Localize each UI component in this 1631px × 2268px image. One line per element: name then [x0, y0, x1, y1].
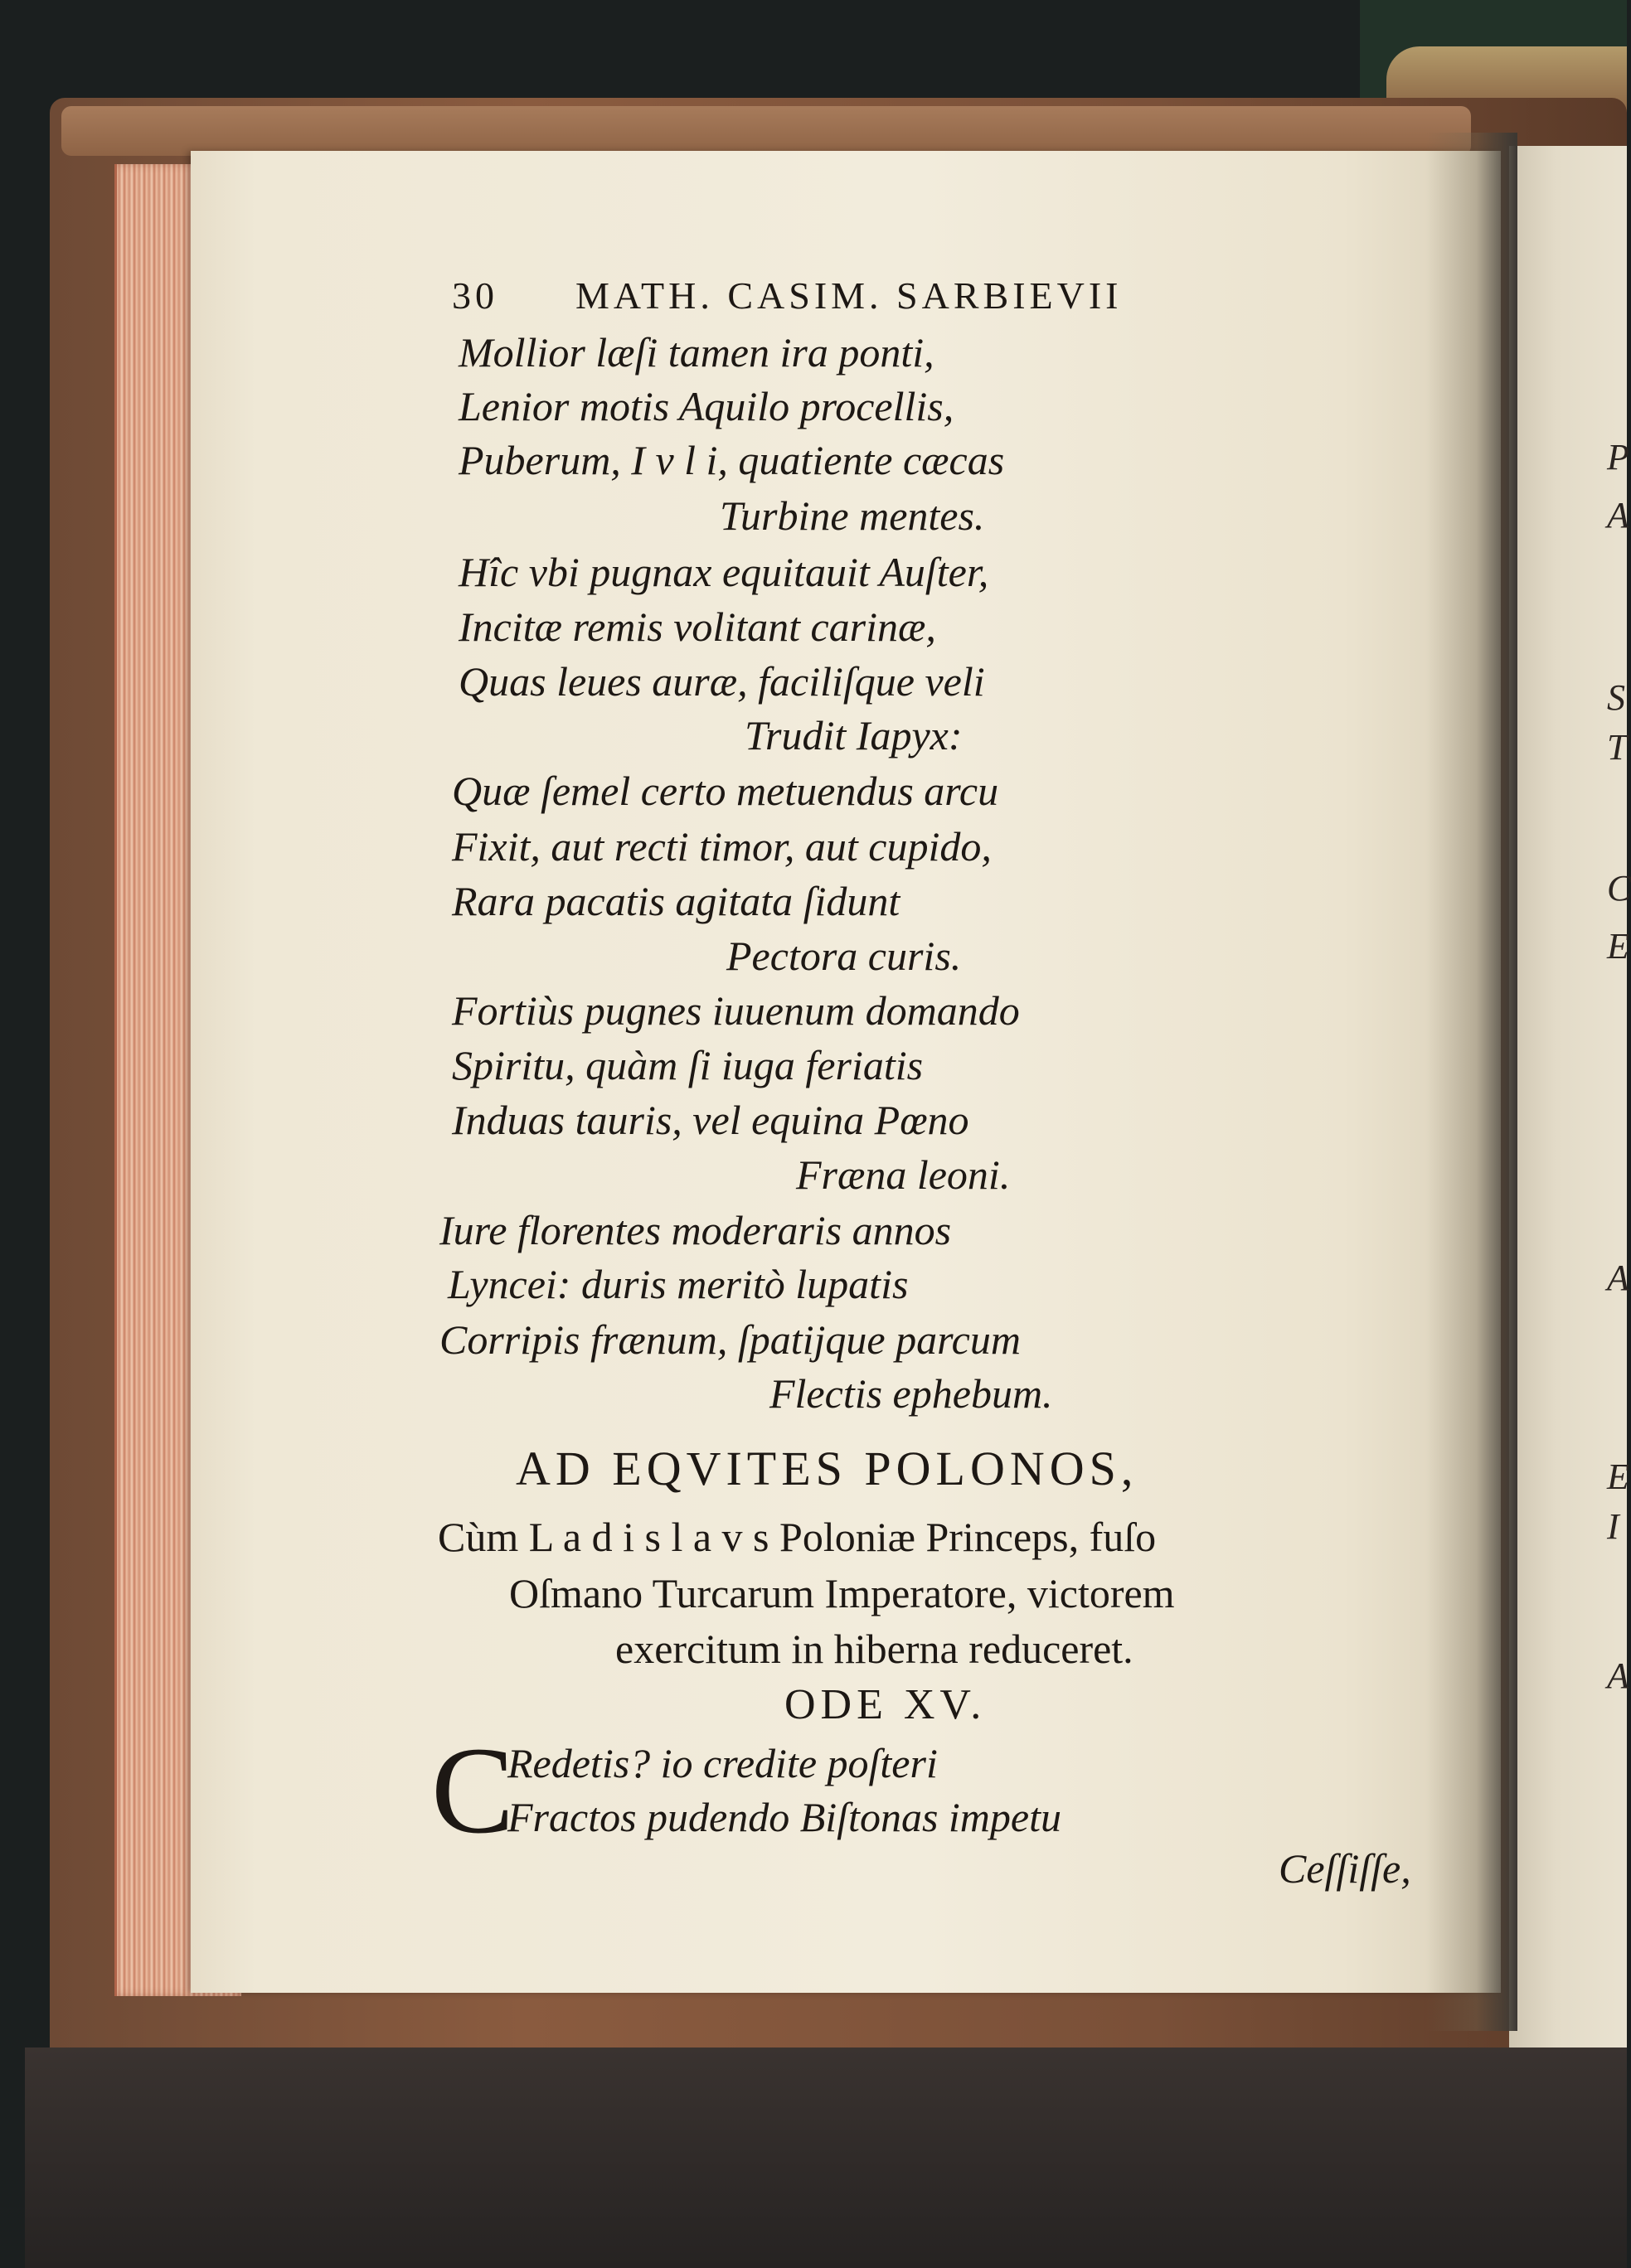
verse-line: Quæ ſemel certo metuendus arcu	[452, 768, 999, 814]
verse-line: Pectora curis.	[726, 933, 962, 979]
verse-line: Rara pacatis agitata ſidunt	[452, 878, 900, 924]
verse-line: Lenior motis Aquilo procellis,	[459, 383, 954, 429]
verse-line: Incitæ remis volitant carinæ,	[459, 603, 936, 650]
verse-line: Puberum, I v l i, quatiente cæcas	[459, 437, 1005, 483]
ode-subtitle-line: exercitum in hiberna reduceret.	[615, 1626, 1133, 1672]
verse-line: Trudit Iapyx:	[745, 712, 963, 758]
verse-line: Fræna leoni.	[796, 1151, 1011, 1198]
facing-fragment: C	[1607, 868, 1631, 909]
facing-fragment: A	[1607, 1258, 1629, 1298]
page-gutter-shadow	[1426, 133, 1517, 2031]
facing-fragment: P	[1607, 437, 1629, 477]
facing-fragment: S	[1607, 677, 1625, 718]
facing-fragment: A	[1607, 495, 1629, 536]
verse-line: Mollior læſi tamen ira ponti,	[459, 329, 934, 376]
drop-cap: C	[431, 1722, 515, 1859]
verse-line: Turbine mentes.	[720, 492, 985, 539]
page-number: 30	[452, 274, 498, 317]
verse-line: Induas tauris, vel equina Pœno	[452, 1097, 969, 1143]
verse-line: Iure florentes moderaris annos	[439, 1207, 952, 1253]
running-header	[452, 274, 1122, 317]
verse-line: Redetis? io credite poſteri	[507, 1740, 938, 1786]
cover-top-edge	[61, 106, 1471, 156]
desk-surface	[25, 2048, 1627, 2268]
verse-line: Hîc vbi pugnax equitauit Auſter,	[459, 549, 989, 595]
facing-fragment: E	[1607, 1456, 1629, 1497]
verse-line: Corripis frænum, ſpatijque parcum	[439, 1316, 1021, 1363]
facing-page-edge	[1509, 146, 1631, 2049]
ode-subtitle-line: Cùm L a d i s l a v s Poloniæ Princeps, fuſo	[438, 1514, 1157, 1560]
verse-line: Flectis ephebum.	[769, 1370, 1053, 1417]
running-title: MATH. CASIM. SARBIEVII	[575, 274, 1123, 317]
verse-line: Lyncei: duris meritò lupatis	[448, 1261, 909, 1307]
verse-line: Fortiùs pugnes iuuenum domando	[452, 987, 1020, 1034]
verse-line: Quas leues auræ, faciliſque veli	[459, 658, 985, 705]
ode-number: ODE XV.	[784, 1681, 987, 1728]
verse-line: Fixit, aut recti timor, aut cupido,	[452, 823, 992, 870]
facing-fragment: I	[1607, 1506, 1619, 1547]
ode-subtitle-line: Oſmano Turcarum Imperatore, victorem	[509, 1570, 1175, 1616]
facing-fragment: A	[1607, 1655, 1629, 1696]
ode-title: AD EQVITES POLONOS,	[516, 1442, 1138, 1495]
facing-fragment: E	[1607, 926, 1629, 967]
catchword: Ceſſiſſe,	[1279, 1845, 1411, 1892]
facing-fragment: T	[1607, 727, 1628, 768]
verse-line: Spiritu, quàm ſi iuga feriatis	[452, 1042, 924, 1088]
verse-line: Fractos pudendo Biſtonas impetu	[507, 1794, 1061, 1840]
